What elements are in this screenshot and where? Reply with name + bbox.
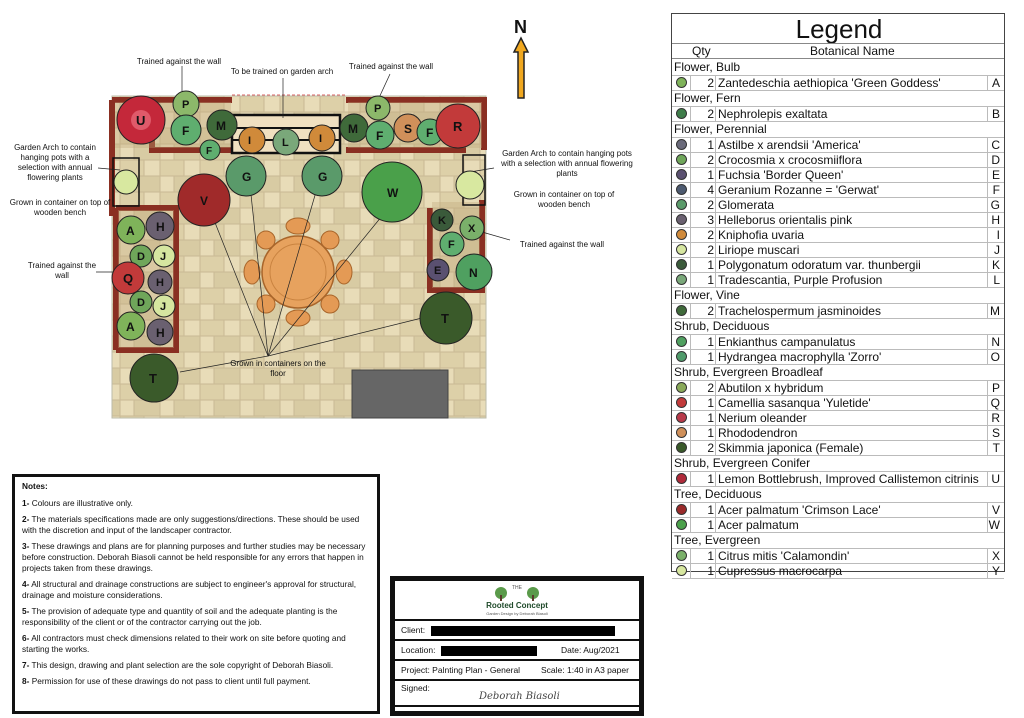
plant-swatch-icon [676,519,687,530]
legend-botanical-name: Geranium Rozanne = 'Gerwat' [718,183,879,197]
annotation-bench-right: Grown in container on top of wooden bench [513,190,615,209]
legend-code: E [991,168,1000,182]
note-item [22,633,370,655]
svg-text:M: M [216,119,226,133]
plant-swatch-icon [676,565,687,576]
legend-code: T [992,441,1000,455]
legend-qty: 1 [707,518,714,532]
legend-code: S [991,426,1000,440]
svg-text:H: H [156,277,164,289]
legend-qty: 1 [707,564,714,578]
legend-code: D [991,153,1000,167]
legend-qty: 1 [707,335,714,349]
plant-swatch-icon [676,305,687,316]
legend-qty: 1 [707,503,714,517]
note-text: The materials specifications made are only suggestions/directions. These should be used with the discretion and input of the landscaper contractor. [22,514,360,535]
legend-category: Shrub, Deciduous [674,319,770,333]
legend-botanical-name: Nephrolepis exaltata [718,107,828,121]
note-text: The provision of adequate type and quantity of soil and the adequate planting is the responsibility of the client or of the contractor carrying out the job. [22,606,338,627]
plant-swatch-icon [676,504,687,515]
legend-row [672,548,1004,564]
legend-botanical-name: Nerium oleander [718,411,807,425]
signed-label: Signed: [401,683,430,693]
logo-name: Rooted Concept [486,601,548,610]
notes-title: Notes: [22,481,48,491]
legend-category: Flower, Vine [674,288,740,302]
svg-text:H: H [156,220,165,234]
plant-swatch-icon [676,550,687,561]
legend-qty: 2 [707,381,714,395]
legend-row [672,563,1004,579]
svg-text:I: I [248,135,252,147]
legend [671,13,1005,578]
legend-qty: 3 [707,213,714,227]
note-item [22,514,370,536]
legend-qty: 2 [707,76,714,90]
note-text: This design, drawing and plant selection are the sole copyright of Deborah Biasoli. [29,660,334,670]
legend-code: O [990,350,1000,364]
legend-botanical-name: Tradescantia, Purple Profusion [718,273,883,287]
annotation-trained-wall-left: Trained against the wall [27,261,97,280]
legend-row [672,502,1004,518]
legend-category: Tree, Evergreen [674,533,761,547]
legend-code: W [988,518,1000,532]
legend-botanical-name: Enkianthus campanulatus [718,335,856,349]
legend-botanical-name: Fuchsia 'Border Queen' [718,168,844,182]
legend-category: Tree, Deciduous [674,487,762,501]
note-item [22,660,370,671]
legend-qty: 1 [707,350,714,364]
note-item [22,676,370,687]
legend-category: Shrub, Evergreen Conifer [674,456,811,470]
client-redaction [431,626,615,636]
svg-text:E: E [434,265,442,277]
legend-row [672,197,1004,213]
svg-text:M: M [348,122,358,136]
legend-botanical-name: Helleborus orientalis pink [718,213,853,227]
note-item [22,541,370,574]
legend-category: Flower, Perennial [674,122,767,136]
svg-text:L: L [282,137,289,149]
plant-swatch-icon [676,351,687,362]
note-text: All structural and drainage constructions are subject to engineer's approval for structural, drainage and moisture considerations. [22,579,357,600]
note-number: 3- [22,541,30,551]
legend-code: Q [990,396,1000,410]
svg-text:P: P [374,103,382,115]
logo-tagline: Garden Design by Deborah Biasoli [486,611,548,616]
legend-col-name: Botanical Name [810,44,895,58]
svg-text:R: R [453,119,463,134]
legend-row [672,410,1004,426]
annotation-bench-left: Grown in container on top of wooden bench [9,198,111,217]
logo-the: THE [512,585,522,591]
legend-row [672,349,1004,365]
annotation-arch-left: Garden Arch to contain hanging pots with a selection with annual flowering plants [14,143,96,182]
annotation-containers-floor: Grown in containers on the floor [230,359,326,378]
legend-botanical-name: Rhododendron [718,426,798,440]
legend-code: K [991,258,1000,272]
legend-row [672,471,1004,487]
legend-botanical-name: Trachelospermum jasminoides [718,304,881,318]
legend-row [672,106,1004,122]
legend-botanical-name: Cupressus macrocarpa [718,564,843,578]
location-label: Location: [401,645,436,655]
legend-code: U [991,472,1000,486]
legend-qty: 2 [707,107,714,121]
location-redaction [441,646,537,656]
plant-swatch-icon [676,382,687,393]
legend-code: H [991,213,1000,227]
plant-swatch-icon [676,199,687,210]
legend-code: Y [991,564,1000,578]
svg-text:X: X [468,223,476,235]
storage-slab [352,370,448,418]
legend-category: Flower, Fern [674,91,741,105]
legend-qty: 2 [707,304,714,318]
note-number: 1- [22,498,30,508]
legend-code: I [996,228,1000,242]
legend-qty: 1 [707,258,714,272]
legend-row [672,303,1004,319]
legend-row [672,212,1004,228]
legend-code: M [990,304,1000,318]
legend-row [672,517,1004,533]
north-label: N [514,17,527,37]
legend-row [672,334,1004,350]
svg-text:F: F [206,146,213,157]
legend-qty: 2 [707,243,714,257]
legend-botanical-name: Astilbe x arendsii 'America' [718,138,861,152]
legend-qty: 1 [707,273,714,287]
svg-text:D: D [137,251,145,263]
plant-swatch-icon [676,169,687,180]
legend-qty: 1 [707,426,714,440]
legend-row [672,272,1004,288]
plant-swatch-icon [676,427,687,438]
annotation-trained-wall-right: Trained against the wall [519,240,605,249]
legend-code: C [991,138,1000,152]
project: Project: Palnting Plan - General [401,665,521,675]
legend-row [672,167,1004,183]
svg-text:F: F [426,126,434,140]
note-text: These drawings and plans are for planning purposes and further studies may be necessary before construction. Deborah Biasoli cannot be held responsible for any errors that happen in projects taken from these drawings. [22,541,366,573]
legend-botanical-name: Abutilon x hybridum [718,381,824,395]
legend-botanical-name: Liriope muscari [718,243,800,257]
svg-text:G: G [318,170,328,184]
svg-text:V: V [200,194,209,208]
plant-swatch-icon [676,214,687,225]
plant-swatch-icon [676,397,687,408]
legend-qty: 1 [707,472,714,486]
note-number: 6- [22,633,30,643]
legend-qty: 1 [707,396,714,410]
legend-code: B [991,107,1000,121]
legend-qty: 2 [707,228,714,242]
legend-qty: 4 [707,183,714,197]
legend-row [672,152,1004,168]
svg-text:I: I [319,133,323,145]
legend-code: A [991,76,1000,90]
legend-code: F [992,183,1000,197]
plant-swatch-icon [676,442,687,453]
plant-swatch-icon [676,274,687,285]
note-number: 8- [22,676,30,686]
legend-col-qty: Qty [692,44,711,58]
legend-qty: 1 [707,411,714,425]
note-item [22,606,370,628]
legend-code: P [991,381,1000,395]
svg-text:W: W [387,186,399,200]
notes-list [22,498,370,687]
legend-row [672,380,1004,396]
legend-code: N [991,335,1000,349]
plant-swatch-icon [676,139,687,150]
note-text: All contractors must check dimensions related to their work on site before quoting and starting the works. [22,633,346,654]
legend-qty: 1 [707,168,714,182]
svg-text:D: D [137,297,145,309]
svg-text:S: S [404,122,413,136]
legend-title: Legend [795,14,883,44]
annotation-trained-wall-top-right: Trained against the wall [348,62,434,71]
svg-text:H: H [156,326,165,340]
legend-botanical-name: Crocosmia x crocosmiiflora [718,153,863,167]
legend-code: J [994,243,1000,257]
plant-swatch-icon [676,412,687,423]
legend-botanical-name: Lemon Bottlebrush, Improved Callistemon citrinis [718,472,979,486]
legend-row [672,182,1004,198]
svg-text:K: K [438,215,446,227]
north-arrow [514,38,528,98]
legend-code: L [993,273,1000,287]
legend-code: R [991,411,1000,425]
legend-botanical-name: Zantedeschia aethiopica 'Green Goddess' [718,76,941,90]
legend-botanical-name: Camellia sasanqua 'Yuletide' [718,396,871,410]
svg-text:G: G [242,170,252,184]
legend-row [672,395,1004,411]
legend-qty: 2 [707,441,714,455]
svg-text:N: N [469,266,478,280]
legend-row [672,257,1004,273]
legend-category: Shrub, Evergreen Broadleaf [674,365,823,379]
legend-qty: 2 [707,153,714,167]
plant-swatch-icon [676,184,687,195]
plant-swatch-icon [676,77,687,88]
plant-swatch-icon [676,259,687,270]
legend-qty: 2 [707,198,714,212]
plant-swatch-icon [676,336,687,347]
client-label: Client: [401,625,426,635]
svg-text:F: F [448,239,455,251]
svg-text:U: U [136,113,146,128]
svg-text:T: T [149,371,157,386]
note-text: Colours are illustrative only. [29,498,133,508]
svg-text:P: P [182,99,190,111]
legend-qty: 1 [707,138,714,152]
svg-text:T: T [441,311,449,326]
signature: Deborah Biasoli [479,691,560,702]
svg-text:A: A [126,320,135,334]
legend-row [672,227,1004,243]
title-block [390,576,644,716]
svg-text:F: F [376,129,384,143]
note-item [22,579,370,601]
svg-text:F: F [182,124,190,138]
note-number: 4- [22,579,30,589]
scale: Scale: 1:40 in A3 paper [541,665,629,675]
svg-text:J: J [160,251,167,263]
legend-botanical-name: Kniphofia uvaria [718,228,805,242]
note-number: 2- [22,514,30,524]
legend-botanical-name: Acer palmatum 'Crimson Lace' [718,503,881,517]
note-item [22,498,370,509]
plant-swatch-icon [676,154,687,165]
legend-code: G [990,198,1000,212]
legend-botanical-name: Skimmia japonica (Female) [718,441,864,455]
legend-botanical-name: Polygonatum odoratum var. thunbergii [718,258,921,272]
date: Date: Aug/2021 [561,645,620,655]
table-set [244,218,352,326]
annotation-arch-right: Garden Arch to contain hanging pots with a selection with annual flowering plants [501,149,633,178]
legend-botanical-name: Glomerata [718,198,775,212]
note-number: 5- [22,606,30,616]
svg-text:A: A [126,224,135,238]
annotation-trained-wall-top-left: Trained against the wall [136,57,222,66]
note-text: Permission for use of these drawings do not pass to client until full payment. [29,676,311,686]
legend-qty: 1 [707,549,714,563]
plant-swatch-icon [676,473,687,484]
legend-code: V [991,503,1000,517]
legend-header [672,43,1004,59]
legend-botanical-name: Hydrangea macrophylla 'Zorro' [718,350,882,364]
legend-botanical-name: Acer palmatum [718,518,799,532]
legend-botanical-name: Citrus mitis 'Calamondin' [718,549,850,563]
legend-row [672,425,1004,441]
legend-row [672,75,1004,91]
plant-swatch-icon [676,244,687,255]
svg-text:Q: Q [123,271,134,286]
legend-row [672,440,1004,456]
legend-row [672,242,1004,258]
svg-text:J: J [160,301,167,313]
legend-row [672,137,1004,153]
annotation-to-be-trained-arch: To be trained on garden arch [230,67,334,76]
plant-swatch-icon [676,108,687,119]
notes-box [12,474,380,714]
note-number: 7- [22,660,30,670]
legend-code: X [991,549,1000,563]
legend-category: Flower, Bulb [674,60,741,74]
plant-swatch-icon [676,229,687,240]
